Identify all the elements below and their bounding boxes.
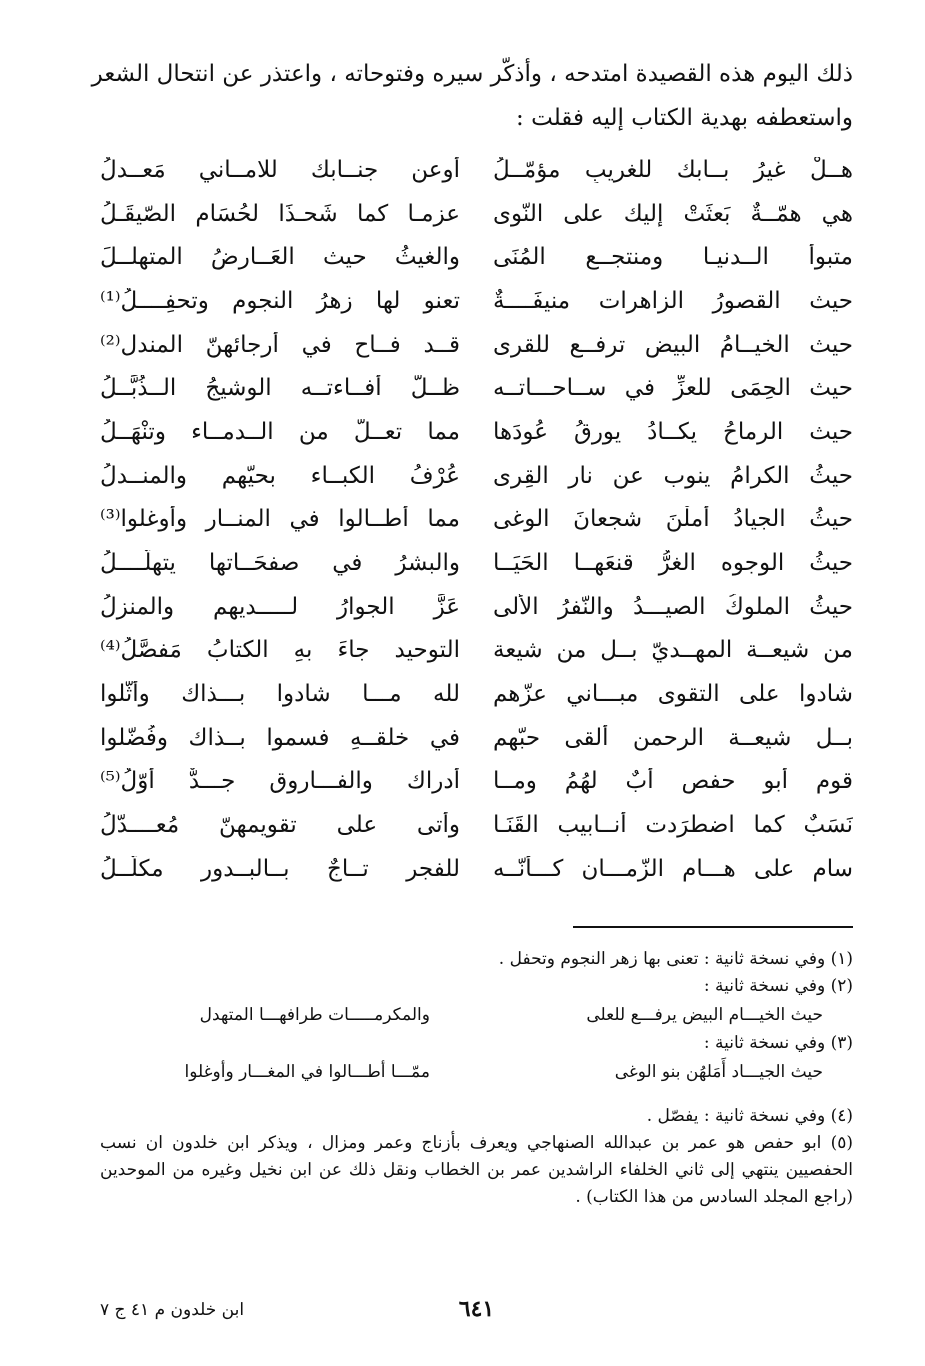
verse-first-hemistich: حيثُ الجيادُ أملْنَ شجعانَ الوغى [493, 506, 853, 533]
poem [100, 148, 853, 891]
verse-row [100, 410, 853, 454]
verse-first-hemistich: نَسَبٌ كما اضطرَدت أنــابيب القَنَـا [493, 812, 853, 839]
printer-signature: ابن خلدون م ٤١ ج ٧ [100, 1300, 245, 1320]
verse-first-hemistich: متبوأُ الــدنيـا ومنتجــع المُنَى [493, 244, 853, 271]
verse-row [100, 148, 853, 192]
verse-first-hemistich: حيثُ الوجوه الغرُّ قنعَهــا الحَيَــا [493, 550, 853, 577]
page-footer [100, 1296, 853, 1326]
verse-second-hemistich: في خلقــهِ فسموا بــذاك وفُضّلوا [100, 724, 460, 751]
verse-second-hemistich: والغيثُ حيث العَــارضُ المتهلــلَ [100, 244, 460, 271]
verse-row [100, 585, 853, 629]
verse-second-hemistich: عُرْفُ الكبــاء بحيّهم والمنــدلُ [100, 462, 460, 489]
verse-second-hemistich: أوعن جنــابك للامــاني مَعــدلُ [100, 156, 460, 183]
verse-second-hemistich: عزمـا كما شَحـذَا لحُسَام الصّيقَـلُ [100, 200, 460, 227]
intro-paragraph [91, 52, 853, 140]
verse-row [100, 541, 853, 585]
footnotes [100, 946, 853, 1211]
verse-second-hemistich: قــد فــاح في أرجائهنّ المندل⁽²⁾ [100, 331, 460, 358]
verse-first-hemistich: حيث الرماحُ يكــادُ يورقُ عُودَها [493, 418, 853, 445]
verse-second-hemistich: مما أطــالوا في المنــار وأوغلوا⁽³⁾ [100, 506, 460, 533]
verse-second-hemistich: لله مـــا شادوا بـــذاك وأثّلوا [100, 681, 460, 708]
verse-first-hemistich: سام على هـــام الزّمـــان كـــأنّــه [493, 855, 853, 882]
verse-first-hemistich: شادوا على التقوى مبـــاني عزّهم [493, 681, 853, 708]
verse-row [100, 192, 853, 236]
verse-second-hemistich: عَزَّ الجوارُ لـــــديهم والمنزلُ [100, 593, 460, 620]
verse-second-hemistich: تعنو لها زهرُ النجوم وتحفِــــلُ⁽¹⁾ [100, 287, 460, 314]
verse-row [100, 366, 853, 410]
verse-first-hemistich: حيث الحِمَى للعزِّ في ســاحـــاتــه [493, 375, 853, 402]
footnote-2-verse-first: حيث الخيـــام البيض يرفـــع للعلى [586, 1005, 823, 1025]
verse-second-hemistich: ظــلٌّ أفــاءتــه الوشيجُ الــذُبَّــلُ [100, 375, 460, 402]
verse-row [100, 454, 853, 498]
footnote-3-verse [100, 1057, 853, 1087]
footnote-3-verse-second: ممّـــا أطـــالوا في المغـــار وأوغلوا [184, 1062, 430, 1082]
footnote-2: (٢) وفي نسخة ثانية : [703, 976, 853, 996]
footnote-2-verse-second: والمكرمـــــات طرافهـــا المتهدل [199, 1005, 430, 1025]
verse-first-hemistich: هي همّــةٌ بَعثَتْ إليك على النّوى [493, 200, 853, 227]
verse-first-hemistich: هــلْ غيرُ بــابك للغريبِ مؤمّــلُ [493, 156, 853, 183]
footnote-gap [100, 1087, 853, 1103]
verse-row [100, 803, 853, 847]
verse-row [100, 498, 853, 542]
footnote-divider [573, 926, 853, 928]
footnote-3-verse-first: حيث الجيـــاد أَمَلهُن بنو الوغى [614, 1062, 823, 1082]
verse-second-hemistich: أدراك والفـــاروق جـــدٌّ أوّلُ⁽⁵⁾ [100, 768, 460, 795]
verse-first-hemistich: حيث القصورُ الزاهرات منيفَــــةٌ [493, 287, 853, 314]
verse-second-hemistich: والبشرُ في صفحَــاتها يتهلّــــلُ [100, 550, 460, 577]
verse-first-hemistich: قوم أبو حفص أبٌ لهُمُ ومــا [493, 768, 853, 795]
verse-first-hemistich: حيثُ الملوكُ الصيـــدُ والنّفرُ الأُلى [493, 593, 853, 620]
footnote-1: (١) وفي نسخة ثانية : تعنى بها زهر النجوم وتحفل . [498, 949, 853, 969]
intro-line-2: واستعطفه بهدية الكتاب إليه فقلت : [516, 105, 853, 131]
verse-row [100, 672, 853, 716]
verse-second-hemistich: مما تعــلُّ من الــدمــاء وتنْهَــلُ [100, 418, 460, 445]
verse-second-hemistich: للفجر تــاجٌ بــالبــدور مكلّــلُ [100, 855, 460, 882]
verse-second-hemistich: التوحيد جاءَ بهِ الكتابُ مَفصَّلُ⁽⁴⁾ [100, 637, 460, 664]
footnote-4: (٤) وفي نسخة ثانية : يفصّل . [646, 1106, 853, 1126]
intro-line-1: ذلك اليوم هذه القصيدة امتدحه ، وأذكّر سيره وفتوحاته ، واعتذر عن انتحال الشعر [91, 61, 853, 87]
verse-first-hemistich: من شيعــة المهــديّ بــل من شيعة [493, 637, 853, 664]
verse-row [100, 716, 853, 760]
verse-row [100, 235, 853, 279]
verse-row [100, 760, 853, 804]
verse-row [100, 279, 853, 323]
verse-row [100, 323, 853, 367]
footnote-5: (٥) ابو حفص هو عمر بن عبدالله الصنهاجي ويعرف بأزناج وعمر ومزال ، ويذكر ابن خلدون ان نسب الحفصيين ينتهي إلى ثاني الخلفاء الراشدين عمر بن الخطاب ونقل ذلك عن ابن نخيل وغيره من الموحدين (راجع المجلد السادس من هذا الكتاب) . [100, 1133, 853, 1207]
verse-row [100, 847, 853, 891]
verse-row [100, 629, 853, 673]
footnote-2-verse [100, 1000, 853, 1030]
verse-first-hemistich: حيث الخيــامُ البيض ترفــع للقرى [493, 331, 853, 358]
page-number: ٦٤١ [458, 1296, 495, 1322]
verse-first-hemistich: بــل شيعــة الرحمن ألقى حبّهم [493, 724, 853, 751]
verse-first-hemistich: حيثُ الكرامُ ينوب عن نارِ القِرى [493, 462, 853, 489]
verse-second-hemistich: وأتى على تقويمهنّ مُعــــدّلُ [100, 812, 460, 839]
footnote-3: (٣) وفي نسخة ثانية : [703, 1033, 853, 1053]
